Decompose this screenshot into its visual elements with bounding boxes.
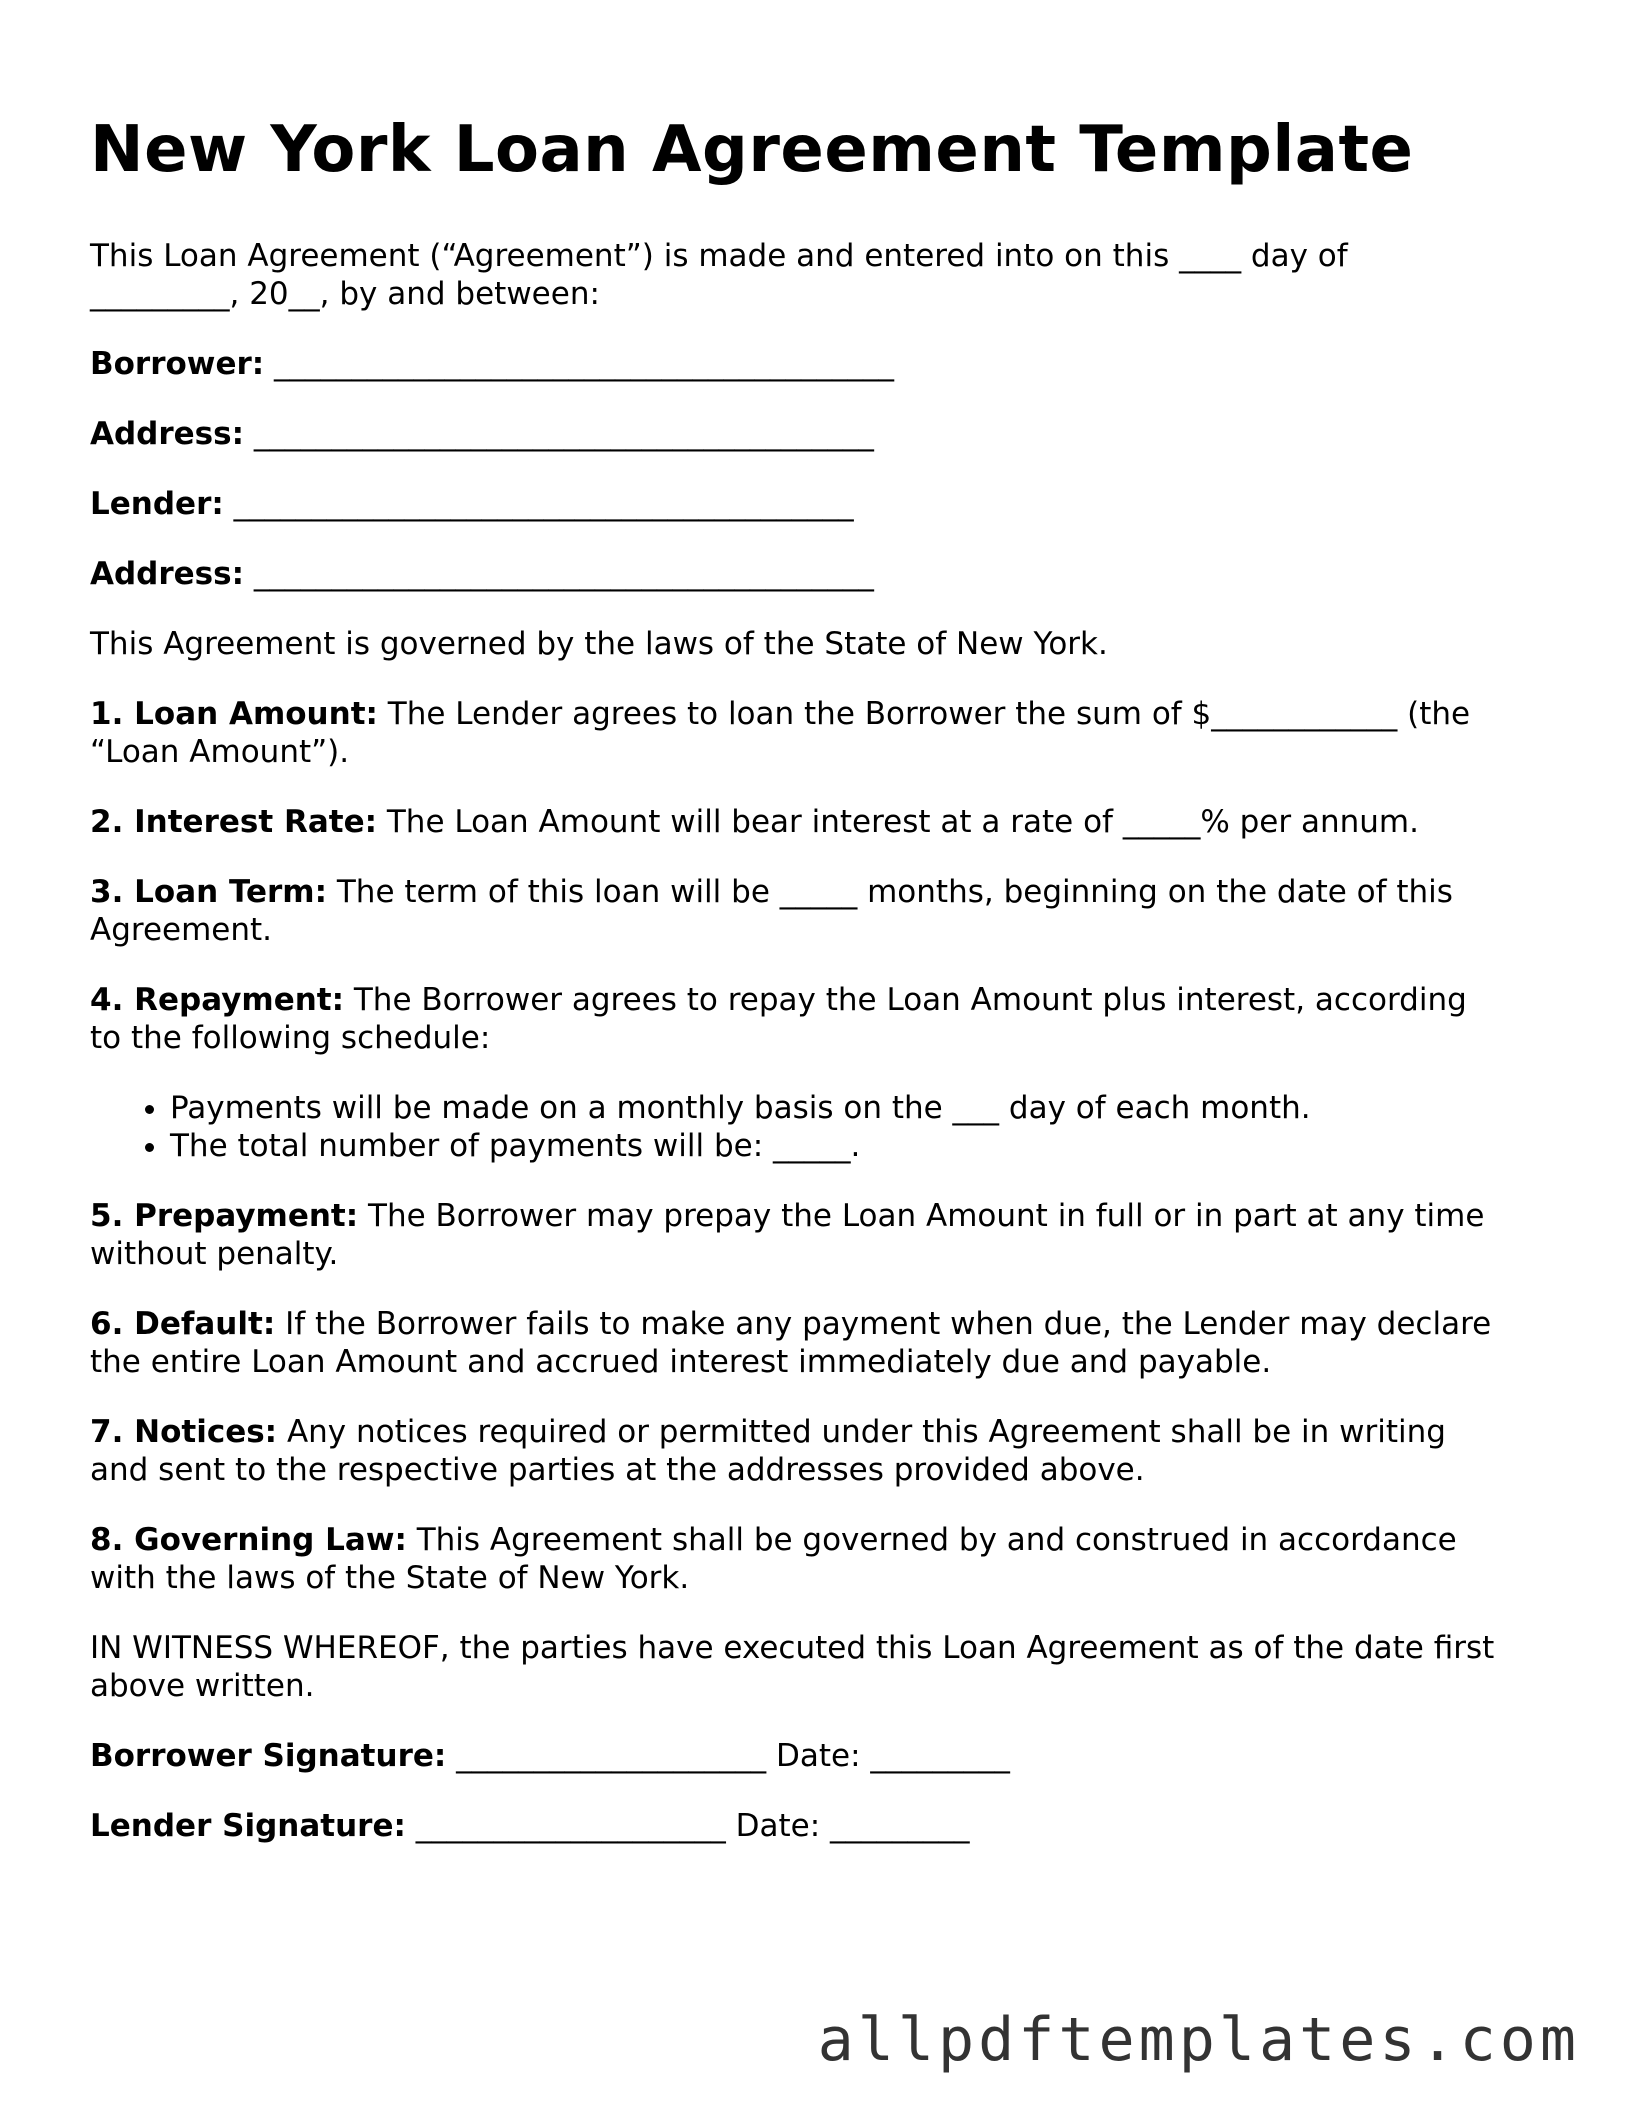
section-heading: 3. Loan Term: xyxy=(90,873,328,910)
section-heading: 6. Default: xyxy=(90,1305,276,1342)
borrower-date-blank: _________ xyxy=(870,1737,1010,1774)
lender-blank: ________________________________________ xyxy=(233,485,854,522)
section-text-cont: with the laws of the State of New York. xyxy=(90,1559,690,1596)
section-heading: 8. Governing Law: xyxy=(90,1521,407,1558)
section-text-cont: and sent to the respective parties at the addresses provided above. xyxy=(90,1451,1145,1488)
section-interest-rate xyxy=(90,803,1550,841)
lender-signature-blank: ____________________ xyxy=(415,1807,726,1844)
section-heading: 7. Notices: xyxy=(90,1413,278,1450)
governed-statement: This Agreement is governed by the laws of the State of New York. xyxy=(90,625,1108,662)
borrower-field xyxy=(90,345,1550,383)
lender-date-label: Date: xyxy=(735,1807,821,1844)
lender-field xyxy=(90,485,1550,523)
section-notices xyxy=(90,1413,1550,1489)
section-text: This Agreement shall be governed by and construed in accordance xyxy=(416,1521,1457,1558)
borrower-address-field xyxy=(90,415,1550,453)
borrower-label: Borrower: xyxy=(90,345,265,382)
section-text-cont: “Loan Amount”). xyxy=(90,733,350,770)
borrower-address-label: Address: xyxy=(90,415,244,452)
lender-address-blank: ________________________________________ xyxy=(253,555,874,592)
intro-paragraph xyxy=(90,237,1550,313)
borrower-signature-field xyxy=(90,1737,1550,1775)
watermark: allpdftemplates.com xyxy=(817,2005,1580,2075)
section-text-cont: without penalty. xyxy=(90,1235,339,1272)
section-heading: 2. Interest Rate: xyxy=(90,803,377,840)
section-repayment xyxy=(90,981,1550,1057)
lender-date-blank: _________ xyxy=(830,1807,970,1844)
section-text: The term of this loan will be _____ months, beginning on the date of this xyxy=(336,873,1453,910)
borrower-signature-blank: ____________________ xyxy=(456,1737,767,1774)
list-item: • Payments will be made on a monthly basis on the ___ day of each month. xyxy=(170,1089,1550,1127)
section-loan-amount xyxy=(90,695,1550,771)
section-text: The Borrower may prepay the Loan Amount in full or in part at any time xyxy=(368,1197,1485,1234)
section-prepayment xyxy=(90,1197,1550,1273)
section-text: The Lender agrees to loan the Borrower the sum of $____________ (the xyxy=(387,695,1471,732)
borrower-signature-label: Borrower Signature: xyxy=(90,1737,447,1774)
section-text-cont: to the following schedule: xyxy=(90,1019,491,1056)
section-text: If the Borrower fails to make any payment when due, the Lender may declare xyxy=(285,1305,1492,1342)
lender-signature-label: Lender Signature: xyxy=(90,1807,406,1844)
intro-line-2: _________, 20__, by and between: xyxy=(90,275,600,312)
section-heading: 4. Repayment: xyxy=(90,981,345,1018)
intro-line-1: This Loan Agreement (“Agreement”) is made and entered into on this ____ day of xyxy=(90,237,1348,274)
section-heading: 5. Prepayment: xyxy=(90,1197,359,1234)
section-default xyxy=(90,1305,1550,1381)
lender-signature-field xyxy=(90,1807,1550,1845)
witness-paragraph xyxy=(90,1629,1550,1705)
document-title: New York Loan Agreement Template xyxy=(90,113,1414,187)
document-page xyxy=(90,112,1550,1877)
repayment-schedule-list xyxy=(90,1089,1550,1165)
section-text: Any notices required or permitted under this Agreement shall be in writing xyxy=(286,1413,1446,1450)
borrower-blank: ________________________________________ xyxy=(274,345,895,382)
section-heading: 1. Loan Amount: xyxy=(90,695,378,732)
lender-address-field xyxy=(90,555,1550,593)
lender-address-label: Address: xyxy=(90,555,244,592)
section-loan-term xyxy=(90,873,1550,949)
section-governing-law xyxy=(90,1521,1550,1597)
borrower-address-blank: ________________________________________ xyxy=(253,415,874,452)
section-text: The Loan Amount will bear interest at a rate of _____% per annum. xyxy=(386,803,1419,840)
borrower-date-label: Date: xyxy=(776,1737,861,1774)
witness-line-2: above written. xyxy=(90,1667,315,1704)
section-text-cont: the entire Loan Amount and accrued interest immediately due and payable. xyxy=(90,1343,1272,1380)
list-item: • The total number of payments will be: _____. xyxy=(170,1127,1550,1165)
witness-line-1: IN WITNESS WHEREOF, the parties have executed this Loan Agreement as of the date first xyxy=(90,1629,1495,1666)
lender-label: Lender: xyxy=(90,485,224,522)
section-text-cont: Agreement. xyxy=(90,911,273,948)
section-text: The Borrower agrees to repay the Loan Amount plus interest, according xyxy=(353,981,1467,1018)
